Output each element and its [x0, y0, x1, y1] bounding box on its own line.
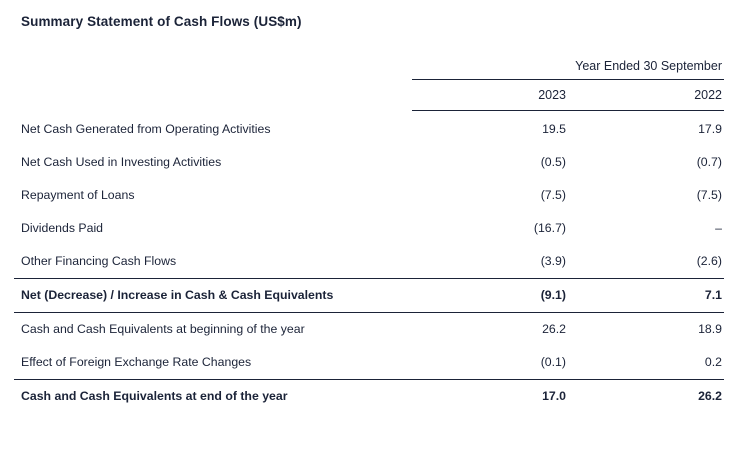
table-row: [14, 146, 724, 179]
row-value-2023: (3.9): [540, 254, 566, 268]
row-value-2023: 19.5: [542, 122, 566, 136]
row-value-2022: 18.9: [568, 312, 724, 346]
column-header-2022: 2022: [568, 80, 724, 111]
row-label: Net Cash Generated from Operating Activities: [21, 121, 271, 136]
column-header-label: [14, 80, 412, 111]
row-label: Other Financing Cash Flows: [21, 254, 177, 268]
row-value-2022: –: [715, 221, 722, 235]
cash-flow-table: [14, 59, 724, 413]
row-label: Cash and Cash Equivalents at beginning of the year: [14, 312, 412, 346]
table-row-total: [14, 379, 724, 413]
table-row: [14, 111, 724, 146]
table-header-span-row: [14, 59, 724, 80]
table-row: [14, 312, 724, 346]
row-value-2023: (16.7): [533, 221, 566, 235]
row-value-2023: 26.2: [412, 312, 568, 346]
row-label: Effect of Foreign Exchange Rate Changes: [21, 355, 252, 369]
row-value-2023: (0.5): [540, 155, 566, 169]
row-value-2022: (2.6): [696, 254, 722, 268]
table-row-subtotal: [14, 278, 724, 312]
table-body: [14, 111, 724, 413]
column-header-2023: 2023: [412, 80, 568, 111]
row-label: Net Cash Used in Investing Activities: [21, 155, 222, 169]
header-spacer: [14, 59, 412, 80]
row-value-2022: 26.2: [568, 379, 724, 413]
row-value-2023: (9.1): [412, 278, 568, 312]
row-value-2023: (7.5): [540, 188, 566, 202]
table-header-year-row: [14, 80, 724, 111]
row-label: Dividends Paid: [21, 221, 104, 235]
year-ended-header: Year Ended 30 September: [412, 59, 724, 80]
row-value-2022: 17.9: [698, 122, 722, 136]
row-label: Net (Decrease) / Increase in Cash & Cash Equivalents: [14, 278, 412, 312]
table-header: [14, 59, 724, 111]
row-label: Cash and Cash Equivalents at end of the year: [14, 379, 412, 413]
table-row: [14, 212, 724, 245]
row-value-2022: (7.5): [696, 188, 722, 202]
table-row: [14, 179, 724, 212]
row-value-2022: 0.2: [704, 355, 722, 369]
row-label: Repayment of Loans: [21, 188, 135, 202]
page-title: Summary Statement of Cash Flows (US$m): [21, 14, 302, 29]
row-value-2022: (0.7): [696, 155, 722, 169]
row-value-2023: 17.0: [412, 379, 568, 413]
table-row: [14, 346, 724, 380]
row-value-2023: (0.1): [540, 355, 566, 369]
row-value-2022: 7.1: [568, 278, 724, 312]
table-row: [14, 245, 724, 279]
